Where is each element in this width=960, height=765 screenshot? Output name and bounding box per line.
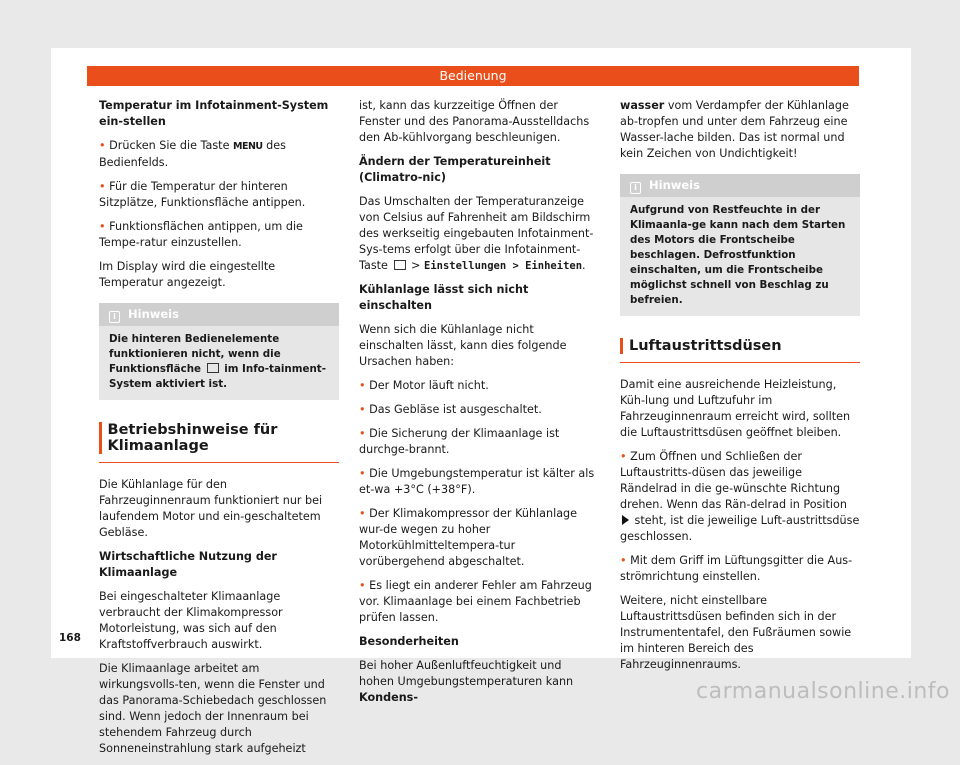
section-title-klimaanlage: Betriebshinweise für Klimaanlage [99, 422, 339, 463]
info-icon: i [109, 311, 120, 323]
section-title-luftaustrittsduesen: Luftaustrittsdüsen [620, 338, 860, 363]
note-header: i Hinweis [99, 303, 339, 326]
list-item: • Die Sicherung der Klimaanlage ist durchge-brannt. [359, 427, 560, 456]
closed-position-triangle-icon [622, 515, 629, 525]
list-item: • Es liegt ein anderer Fehler am Fahrzeug vor. Klimaanlage bei einem Fachbetrieb prüfen lassen. [359, 579, 592, 624]
column-1 [99, 98, 339, 765]
para-weitere: Weitere, nicht einstellbare Luftaustrittsdüsen befinden sich in der Instrumententafel, den Fußräumen sowie im hinteren Bereich des Fahrzeuginnenraums. [620, 594, 852, 671]
note-box-2 [620, 174, 860, 316]
para-temperatureinheit: Das Umschalten der Temperaturanzeige von Celsius auf Fahrenheit am Bildschirm des werkseitig eingebauten Infotainment-Sys-tems erfolgt über die Infotainment-Taste > Einstellungen > Einheiten. [359, 195, 594, 272]
para-wirt-2: Die Klimaanlage arbeitet am wirkungsvolls-ten, wenn die Fenster und das Panorama-Schiebedach geschlossen sind. Wenn jedoch der Innenraum bei stehendem Fahrzeug durch Sonneneinstrahlung stark aufgeheizt [99, 662, 327, 755]
list-item: • Der Motor läuft nicht. [359, 379, 489, 392]
list-item: • Die Umgebungstemperatur ist kälter als et-wa +3°C (+38°F). [359, 467, 595, 496]
bullet-adjust: • Funktionsflächen antippen, um die Tempe-ratur einzustellen. [99, 220, 303, 249]
heading-kuehlanlage: Kühlanlage lässt sich nicht einschalten [359, 283, 529, 312]
chapter-header: Bedienung [87, 66, 859, 86]
heading-besonderheiten: Besonderheiten [359, 635, 459, 648]
para-kondenswasser: wasser vom Verdampfer der Kühlanlage ab-tropfen und unter dem Fahrzeug eine Wasser-lache bilden. Das ist normal und kein Zeichen von Undichtigkeit! [620, 99, 849, 160]
rear-ac-icon [207, 363, 219, 373]
para-display: Im Display wird die eingestellte Temperatur angezeigt. [99, 260, 276, 289]
bullet-raendelrad: • Zum Öffnen und Schließen der Luftaustritts-düsen das jeweilige Rändelrad in die ge-wünschte Richtung drehen. Wenn das Rän-delrad in Position steht, ist die jeweilige Luft-austrittsdüse geschlossen. [620, 450, 860, 543]
list-item: • Das Gebläse ist ausgeschaltet. [359, 403, 542, 416]
watermark: carmanualsonline.info [696, 679, 950, 704]
heading-temperature: Temperatur im Infotainment-System ein-stellen [99, 99, 329, 128]
note-body: Aufgrund von Restfeuchte in der Klimaanla-ge kann nach dem Starten des Motors die Frontscheibe beschlagen. Defrostfunktion einschalten, um die Frontscheibe möglichst schnell von Beschlag zu befreien. [630, 204, 846, 306]
para-intro: Damit eine ausreichende Heizleistung, Küh-lung und Luftzufuhr im Fahrzeuginnenraum erreicht wird, sollten die Luftaustrittsdüsen geöffnet bleiben. [620, 378, 851, 439]
para-kuehlanlage: Die Kühlanlage für den Fahrzeuginnenraum funktioniert nur bei laufendem Motor und ein-geschaltetem Gebläse. [99, 478, 323, 539]
heading-temperatureinheit: Ändern der Temperatureinheit (Climatro-nic) [359, 155, 551, 184]
note-box-1 [99, 303, 339, 400]
bullet-griff: • Mit dem Griff im Lüftungsgitter die Aus-strömrichtung einstellen. [620, 554, 853, 583]
info-icon: i [630, 182, 641, 194]
page-number: 168 [59, 632, 81, 644]
column-2 [359, 98, 599, 714]
column-3 [620, 98, 860, 681]
para-ursachen: Wenn sich die Kühlanlage nicht einschalten lässt, kann dies folgende Ursachen haben: [359, 323, 567, 368]
para-wirt-1: Bei eingeschalteter Klimaanlage verbraucht der Klimakompressor Motorleistung, was sich auf den Kraftstoffverbrauch auswirkt. [99, 590, 283, 651]
list-item: • Der Klimakompressor der Kühlanlage wur-de wegen zu hoher Motorkühlmitteltempera-tur vorübergehend abgeschaltet. [359, 507, 578, 568]
note-header: i Hinweis [620, 174, 860, 197]
menu-key-icon: MENU [233, 141, 263, 152]
bullet-menu: • Drücken Sie die Taste MENU des Bedienfelds. [99, 139, 286, 169]
note-body: Die hinteren Bedienelemente funktionieren nicht, wenn die Funktionsfläche im Info-tainment-System aktiviert ist. [109, 333, 326, 390]
bullet-rear-seats: • Für die Temperatur der hinteren Sitzplätze, Funktionsfläche antippen. [99, 180, 306, 209]
para-continuation: ist, kann das kurzzeitige Öffnen der Fenster und des Panorama-Ausstelldachs den Ab-kühlvorgang beschleunigen. [359, 99, 590, 144]
home-menu-icon [394, 260, 406, 270]
para-besonderheiten: Bei hoher Außenluftfeuchtigkeit und hohen Umgebungstemperaturen kann Kondens- [359, 659, 574, 704]
heading-wirtschaftlich: Wirtschaftliche Nutzung der Klimaanlage [99, 550, 277, 579]
